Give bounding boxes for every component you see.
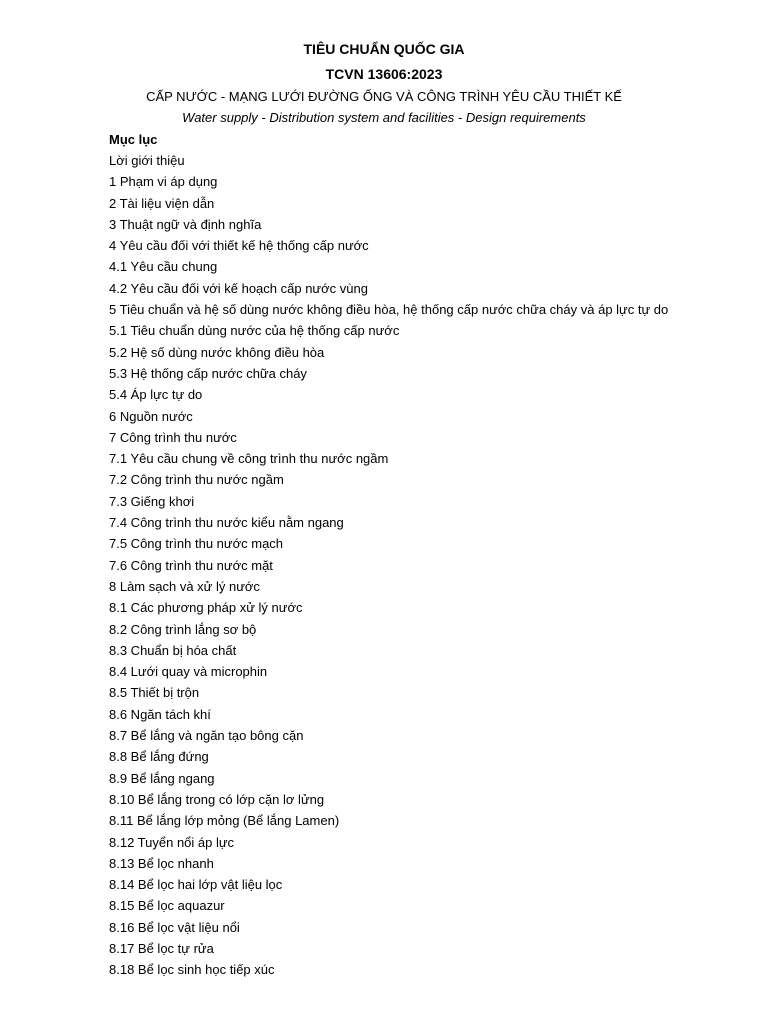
toc-item: 8.11 Bể lắng lớp mỏng (Bể lắng Lamen) [109,813,340,829]
toc-item: 2 Tài liệu viện dẫn [109,195,215,211]
toc-item: 8.17 Bể lọc tự rửa [109,940,214,956]
toc-item: 5.1 Tiêu chuẩn dùng nước của hệ thống cấp nước [109,323,400,339]
toc-item: 8.13 Bể lọc nhanh [109,855,214,871]
toc-item: 4.1 Yêu cầu chung [109,259,218,275]
toc-item: 4 Yêu cầu đối với thiết kế hệ thống cấp nước [109,238,369,254]
toc-item: 7.4 Công trình thu nước kiểu nằm ngang [109,515,344,531]
toc-item: 5 Tiêu chuẩn và hệ số dùng nước không điều hòa, hệ thống cấp nước chữa cháy và áp lực tự do [109,302,669,318]
toc-heading: Mục lục [109,132,158,147]
toc-item: 5.4 Áp lực tự do [109,387,203,403]
toc-item: 8.4 Lưới quay và microphin [109,664,268,680]
toc-item: 7.3 Giếng khơi [109,493,195,509]
toc-item: 8.10 Bể lắng trong có lớp cặn lơ lửng [109,791,325,807]
toc-item: 8.1 Các phương pháp xử lý nước [109,600,303,616]
toc-item: 8 Làm sạch và xử lý nước [109,578,260,594]
standard-code: TCVN 13606:2023 [325,66,443,82]
toc-item: 6 Nguồn nước [109,408,193,424]
toc-item: 7.6 Công trình thu nước mặt [109,557,273,573]
toc-item: 3 Thuật ngữ và định nghĩa [109,216,262,232]
toc-item: 8.16 Bể lọc vật liệu nổi [109,919,240,935]
toc-item: 8.6 Ngăn tách khí [109,706,211,722]
toc-item: 8.14 Bể lọc hai lớp vật liệu lọc [109,877,283,893]
toc-item: 8.18 Bể lọc sinh học tiếp xúc [109,962,275,978]
toc-item: 8.12 Tuyển nổi áp lực [109,834,235,850]
document-title: TIÊU CHUẨN QUỐC GIA [303,41,465,57]
toc-item: Lời giới thiệu [109,153,185,168]
toc-item: 8.15 Bể lọc aquazur [109,898,225,914]
toc-item: 8.7 Bể lắng và ngăn tạo bông cặn [109,728,304,744]
toc-item: 5.2 Hệ số dùng nước không điều hòa [109,344,325,360]
table-of-contents [109,150,749,981]
subtitle-english: Water supply - Distribution system and facilities - Design requirements [182,110,586,125]
toc-item: 8.9 Bể lắng ngang [109,770,215,786]
toc-item: 8.2 Công trình lắng sơ bộ [109,621,257,637]
toc-item: 1 Phạm vi áp dụng [109,174,218,190]
toc-item: 8.8 Bể lắng đứng [109,749,209,765]
toc-item: 8.3 Chuẩn bị hóa chất [109,642,237,658]
toc-item: 7.2 Công trình thu nước ngầm [109,472,284,488]
toc-item: 5.3 Hệ thống cấp nước chữa cháy [109,365,307,381]
toc-item: 8.5 Thiết bị trộn [109,685,200,701]
toc-item: 7.5 Công trình thu nước mạch [109,536,284,552]
toc-item: 7 Công trình thu nước [109,429,237,445]
toc-item: 4.2 Yêu cầu đối với kế hoạch cấp nước vùng [109,280,368,296]
toc-item: 7.1 Yêu cầu chung về công trình thu nước ngầm [109,451,389,467]
subtitle-vietnamese: CẤP NƯỚC - MẠNG LƯỚI ĐƯỜNG ỐNG VÀ CÔNG TRÌNH YÊU CẦU THIẾT KẾ [146,89,622,104]
